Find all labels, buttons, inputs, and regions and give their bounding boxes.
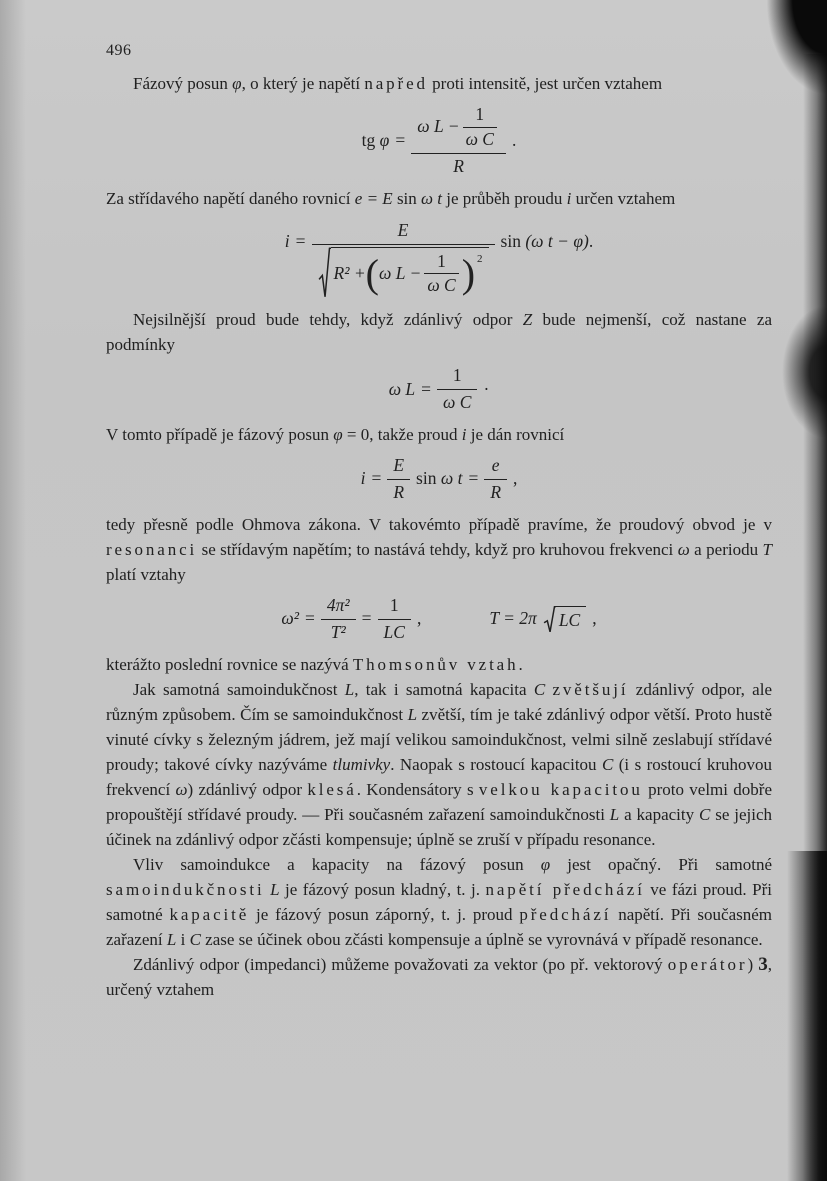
- paragraph-thomson-name: [106, 652, 772, 677]
- emphasized-text: operátor: [667, 954, 748, 974]
- fraction-denominator: [463, 129, 497, 151]
- variable: φ: [232, 74, 242, 93]
- text-run: Fázový posun: [133, 74, 233, 93]
- variable: T²: [330, 621, 346, 642]
- scan-shadow-mid-right: [779, 288, 827, 456]
- variable: C: [699, 804, 711, 824]
- variable: e = E: [354, 188, 393, 208]
- text-run: , tak i samotná kapacita: [354, 679, 534, 699]
- text-run: se jejich účinek na zdánlivý odpor zčásti kompensuje; úplně se zruší v případu resonance.: [106, 804, 772, 849]
- fraction-bar: [411, 153, 506, 154]
- term-italic: tlumivky: [332, 754, 391, 774]
- variable: (ω t − φ): [525, 231, 589, 251]
- text-run: zdánlivý odpor, ale různým způsobem. Čím se samoindukčnost: [106, 679, 772, 724]
- fraction-E-R: [387, 454, 410, 505]
- radical-sign-icon: [318, 247, 331, 299]
- text-run: napětí. Při současném zařazení: [106, 904, 773, 949]
- fraction-bar: [312, 244, 495, 245]
- emphasized-text: velkou kapacitou: [478, 779, 643, 799]
- fraction-bar: [463, 127, 497, 128]
- fraction-bar: [387, 479, 410, 480]
- emphasized-text: resonanci: [106, 539, 198, 559]
- fraction-bar: [424, 273, 458, 274]
- variable: L: [407, 704, 418, 724]
- radicand: [331, 247, 489, 299]
- nested-fraction: [463, 104, 497, 151]
- fraction-denominator: [424, 275, 458, 297]
- text-run: Nejsilnější proud bude tehdy, když zdánlivý odpor: [133, 310, 523, 330]
- fraction-denominator: [378, 621, 411, 645]
- emphasized-text: Thomsonův vztah: [352, 654, 519, 674]
- variable: ω²: [281, 608, 300, 629]
- text-run: = 0, takže proud: [342, 425, 462, 444]
- variable: φ: [540, 854, 551, 874]
- text-run: Zdánlivý odpor (impedanci) můžeme považovati za vektor (po př. vektorový: [133, 954, 668, 974]
- scan-shadow-bottom-right: [787, 851, 827, 1181]
- fraction-denominator: [321, 621, 356, 645]
- main-fraction: [411, 103, 506, 179]
- variable: C: [189, 929, 201, 949]
- fraction-denominator: [484, 481, 507, 505]
- text-run: je fázový posun kladný, t. j.: [279, 879, 486, 899]
- emphasized-text: předchází: [519, 904, 612, 924]
- variable: i: [566, 188, 572, 208]
- text-run: sin: [392, 188, 422, 208]
- text-run: zase se účinek obou zčásti kompensuje a úplně se vyrovnává v případě resonance.: [200, 929, 763, 949]
- exponent: 2: [477, 252, 483, 265]
- variable: ω L −: [378, 262, 422, 283]
- equals-sign: =: [295, 231, 306, 251]
- fraction-numerator: [484, 454, 507, 478]
- open-parenthesis: (: [365, 250, 379, 296]
- paragraph-strongest-current: [106, 307, 772, 357]
- fraction-denominator: [387, 481, 410, 505]
- page-number: 496: [106, 42, 132, 59]
- equals-sign: =: [371, 468, 382, 489]
- text-run: se střídavým napětím; to nastává tehdy, když pro kruhovou frekvenci: [197, 539, 678, 559]
- fraction-e-R: [484, 454, 507, 505]
- scan-shadow-right-edge: [803, 54, 827, 1181]
- equals-sign: =: [395, 129, 406, 150]
- variable: i: [360, 468, 366, 489]
- text-run: , o který je napětí: [241, 74, 365, 93]
- text-run: ): [747, 954, 759, 974]
- sine-term: sin (ω t − φ).: [500, 231, 594, 251]
- formula-tg-phase: [106, 103, 772, 179]
- fraction-numerator: [312, 219, 495, 243]
- variable: 4π²: [326, 594, 350, 615]
- comma: ,: [416, 608, 422, 629]
- page-content: [106, 0, 772, 1002]
- emphasized-text: zvětšují: [552, 679, 629, 699]
- radical-sign-icon: [543, 606, 556, 633]
- text-run: .: [518, 654, 523, 674]
- text-run: proto velmi dobře propouštějí střídavé proudy. — Při současném zařazení samoindukčnosti: [106, 779, 773, 824]
- text-run: i: [176, 929, 190, 949]
- variable: ω: [175, 779, 188, 799]
- close-parenthesis: ): [461, 250, 476, 296]
- equals-sign: =: [421, 378, 432, 399]
- text-run: ve fázi proud. Při samotné: [106, 879, 772, 924]
- variable: φ: [379, 129, 390, 150]
- fraction-4pi2-T2: [321, 594, 356, 645]
- variable: L: [344, 679, 355, 699]
- text-run: bude nejmenší, což nastane za podmínky: [106, 310, 772, 355]
- fraction-numerator: 1: [437, 250, 446, 271]
- sine-term: sin ω t: [416, 468, 463, 489]
- impedance-operator-symbol: 3: [758, 953, 768, 975]
- variable: T = 2π: [489, 608, 537, 629]
- variable: i: [284, 231, 290, 251]
- fraction-numerator: 1: [452, 365, 462, 386]
- variable: L: [166, 929, 177, 949]
- main-fraction: [312, 219, 495, 300]
- main-fraction: [437, 364, 477, 415]
- formula-ohm-current: [106, 454, 772, 505]
- variable: C: [601, 754, 614, 774]
- variable: L: [609, 804, 620, 824]
- text-run: platí vztahy: [106, 564, 186, 584]
- variable: ω C: [443, 392, 472, 413]
- fraction-denominator: [312, 246, 495, 300]
- variable: ω C: [427, 275, 456, 296]
- paragraph-impedance-vector: [106, 952, 772, 1002]
- text-run: je fázový posun záporný, t. j. proud: [249, 904, 520, 924]
- text-run: tedy přesně podle Ohmova zákona. V takovémto případě pravíme, že proudový obvod je v: [106, 514, 772, 534]
- fraction-1-LC: [378, 594, 411, 645]
- emphasized-text: samoindukčnosti: [106, 879, 265, 899]
- formula-current: [106, 219, 772, 300]
- paragraph-resonance-case: [106, 422, 772, 447]
- variable: ω t: [421, 188, 443, 208]
- variable: e: [491, 455, 500, 475]
- text-run: jest opačný. Při samotné: [550, 854, 772, 874]
- emphasized-text: klesá: [307, 779, 357, 799]
- variable: L: [270, 879, 280, 899]
- fraction-bar: [378, 619, 411, 620]
- text-run: . Kondensátory s: [356, 779, 479, 799]
- equals-sign: =: [305, 608, 315, 629]
- variable: C: [533, 679, 546, 699]
- fraction-numerator: 1: [475, 104, 485, 124]
- text-run: proti intensitě, jest určen vztahem: [427, 74, 663, 93]
- text-run: určen vztahem: [571, 188, 676, 208]
- fraction-numerator: 1: [389, 594, 399, 615]
- variable: φ: [333, 425, 343, 444]
- text-run: Jak samotná samoindukčnost: [133, 679, 345, 699]
- comma: ,: [592, 608, 597, 629]
- period: .: [588, 231, 594, 251]
- variable: LC: [383, 621, 405, 642]
- text-run: Za střídavého napětí daného rovnicí: [106, 188, 355, 208]
- square-root: [318, 247, 489, 299]
- text-run: kterážto poslední rovnice se nazývá: [106, 654, 353, 674]
- formula-thomson: [106, 594, 772, 645]
- variable: ω C: [465, 128, 494, 149]
- variable: R: [453, 155, 464, 176]
- square-root: [543, 606, 586, 633]
- equals-sign: =: [361, 608, 372, 629]
- fraction-numerator: [387, 454, 410, 478]
- paragraph-ohms-law: [106, 512, 772, 587]
- variable: ω L −: [417, 116, 460, 137]
- formula-resonance-condition: [106, 364, 772, 415]
- variable: R² +: [333, 262, 366, 283]
- text-run: a kapacity: [619, 804, 699, 824]
- text-run: je dán rovnicí: [466, 425, 565, 444]
- emphasized-text: napřed: [364, 74, 428, 93]
- variable: ω t: [440, 468, 463, 489]
- variable: E: [393, 455, 405, 475]
- text-run: je průběh proudu: [442, 188, 567, 208]
- text-run: ) zdánlivý odpor: [187, 779, 308, 799]
- variable: R: [393, 481, 405, 502]
- emphasized-text: kapacitě: [169, 904, 250, 924]
- fraction-denominator: [437, 391, 477, 415]
- fraction-denominator: [411, 155, 506, 179]
- variable: R: [490, 481, 502, 502]
- text-run: . Naopak s rostoucí kapacitou: [390, 754, 602, 774]
- emphasized-text: napětí předchází: [485, 879, 645, 899]
- text-run: , určený vztahem: [106, 954, 772, 999]
- paragraph-inductance-capacitance: [106, 677, 772, 852]
- paragraph-phase-influence: [106, 852, 772, 952]
- fraction-bar: [484, 479, 507, 480]
- fraction-bar: [437, 389, 477, 390]
- text-run: a periodu: [689, 539, 763, 559]
- fraction-bar: [321, 619, 356, 620]
- text-run: V tomto případě je fázový posun: [106, 425, 334, 444]
- text-run: (i s rostoucí kruhovou frekvencí: [106, 754, 772, 799]
- variable: E: [397, 219, 409, 240]
- variable: ω L: [388, 378, 416, 399]
- paragraph-phase-shift: [106, 71, 772, 96]
- equals-sign: =: [468, 468, 479, 489]
- period: .: [511, 129, 517, 150]
- fraction-numerator: [411, 103, 506, 152]
- variable: i: [461, 425, 467, 444]
- paragraph-current-equation: [106, 186, 772, 211]
- fraction-numerator: [321, 594, 356, 618]
- variable: LC: [558, 609, 581, 630]
- variable: T: [762, 539, 772, 559]
- comma: ,: [513, 468, 518, 489]
- text-run: zvětší, tím je také zdánlivý odpor větší. Proto hustě vinuté cívky s železným jádrem, jež mají velikou samoindukčnost, velmi silně zeslabují střídavé proudy; takové cívky nazýváme: [106, 704, 772, 774]
- variable: Z: [522, 310, 533, 330]
- function-label: tg φ: [361, 129, 390, 150]
- period: ·: [483, 378, 490, 399]
- variable: ω: [677, 539, 690, 559]
- radicand: [556, 606, 586, 633]
- nested-fraction: [424, 251, 458, 298]
- text-run: Vliv samoindukce a kapacity na fázový posun: [133, 854, 541, 874]
